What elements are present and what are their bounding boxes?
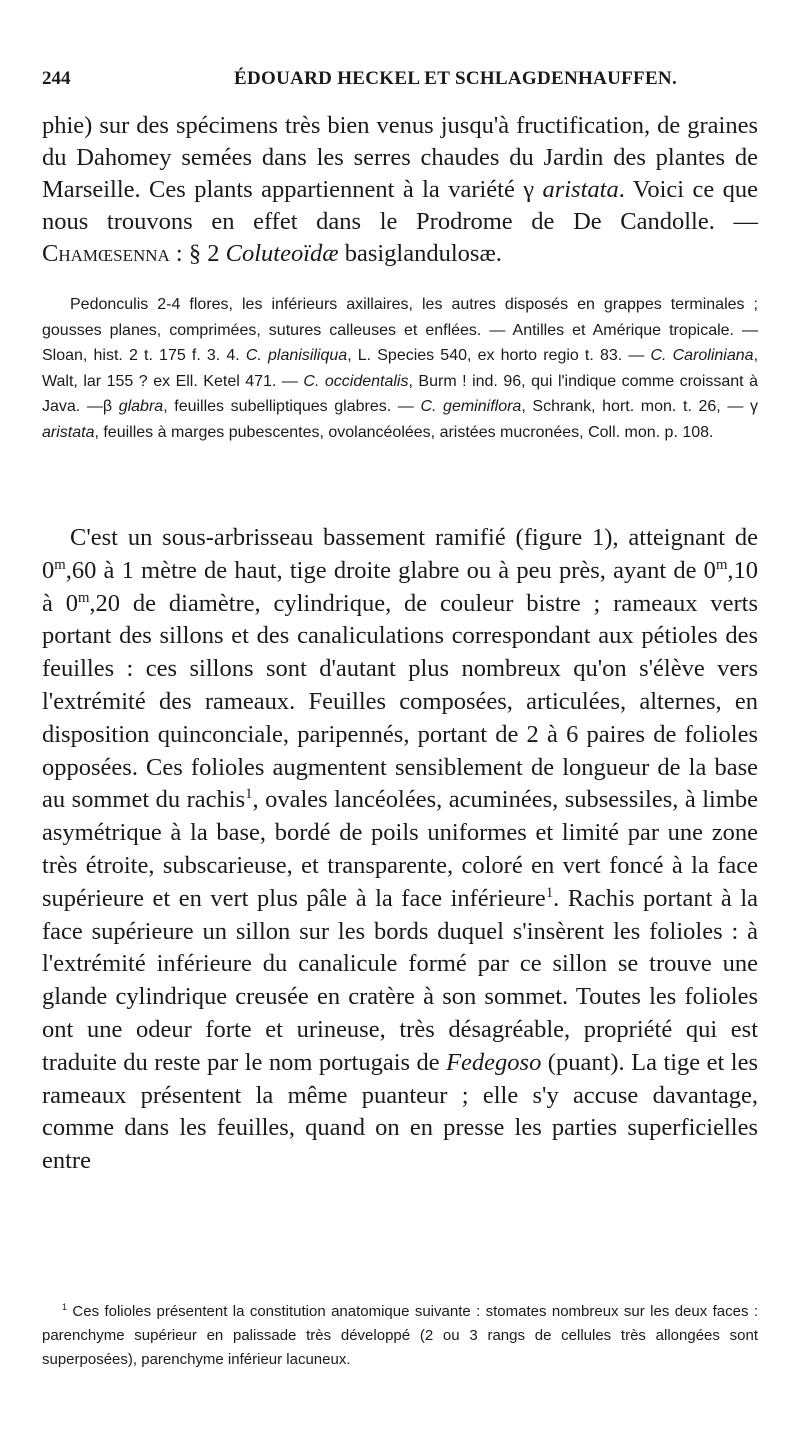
italic-run: C. occidentalis xyxy=(303,372,409,390)
page-header xyxy=(42,68,758,96)
paragraph-description xyxy=(42,522,758,1178)
text-run: , Schrank, hort. mon. t. 26, — γ xyxy=(521,398,759,415)
text-run: , feuilles subelliptiques glabres. — xyxy=(163,398,421,415)
text-run: C'est un sous-arbrisseau bassement ramifié (figure 1), atteignant de 0 xyxy=(42,524,758,584)
unit-superscript: m xyxy=(77,589,90,606)
italic-run: C. Caroliniana xyxy=(650,347,754,364)
italic-run: aristata xyxy=(42,423,95,441)
text-run: ,20 de diamètre, cylindrique, de couleur bistre ; rameaux verts portant des sillons et des canaliculations correspondant aux pétioles des feuilles : ces sillons sont d'autant plus nombreux qu'on s'élève vers l'extrémité des rameaux. Feuilles composées, articulées, alternes, en disposition quinconciale, paripennés, portant de 2 à 6 paires de folioles opposées. Ces folioles augmentent sensiblement de longueur de la base au sommet du rachis xyxy=(42,589,758,814)
footnote-text: Ces folioles présentent la constitution anatomique suivante : stomates nombreux sur les deux faces : parenchyme supérieur en palissade très développé (2 ou 3 rangs de cellules très allongées sont superposées), parenchyme inférieur lacuneux. xyxy=(42,1303,758,1368)
text-run: phie) sur des spécimens très bien venus jusqu'à fructification, de graines du Dahomey semées dans les serres chaudes du Jardin des plantes de Marseille. Ces plants appartiennent à la variété γ xyxy=(42,112,758,203)
text-run: , Walt, lar 155 ? ex Ell. Ketel 471. — xyxy=(42,347,759,390)
text-run: , L. Species 540, ex horto regio t. 83. — xyxy=(347,347,651,364)
italic-run: C. planisiliqua xyxy=(245,347,348,364)
footnote xyxy=(42,1300,758,1372)
text-run: , feuilles à marges pubescentes, ovolancéolées, aristées mucronées, Coll. mon. p. 108. xyxy=(94,423,714,441)
prodrome-citation xyxy=(42,292,758,445)
text-run: ,10 à 0 xyxy=(42,556,758,617)
unit-superscript: m xyxy=(54,556,66,573)
page-number: 244 xyxy=(42,68,71,89)
italic-run: aristata xyxy=(542,176,619,203)
running-title: ÉDOUARD HECKEL ET SCHLAGDENHAUFFEN. xyxy=(234,68,677,89)
text-run: . Voici ce que nous trouvons en effet dans le Prodrome de De Candolle. — xyxy=(42,176,758,235)
text-run: , Burm ! ind. 96, qui l'indique comme croissant à Java. —β xyxy=(42,372,759,415)
footnote-mark: 1 xyxy=(62,1302,68,1312)
text-run: , ovales lancéolées, acuminées, subsessiles, à limbe asymétrique à la base, bordé de poils uniformes et limité par une zone très étroite, subscarieuse, et transparente, coloré en vert foncé à la face supérieure et en vert plus pâle à la face inférieure xyxy=(42,786,758,912)
unit-superscript: m xyxy=(715,556,728,573)
smallcaps-run: Chamœsenna xyxy=(42,240,170,267)
italic-run: C. geminiflora xyxy=(420,398,522,415)
paragraph-intro xyxy=(42,110,758,270)
italic-run: glabra xyxy=(118,398,164,415)
text-run: Pedonculis 2-4 flores, les inférieurs axillaires, les autres disposés en grappes terminales ; gousses planes, comprimées, sutures calleuses et enflées. — Antilles et Amérique tropicale. — Sloan, hist. 2 t. 175 f. 3. 4. xyxy=(42,296,758,364)
italic-run: Coluteoïdæ xyxy=(225,240,339,267)
italic-run: Fedegoso xyxy=(446,1048,542,1076)
text-run: (puant). La tige et les rameaux présentent la même puanteur ; elle s'y accuse davantage, comme dans les feuilles, quand on en presse les parties superficielles entre xyxy=(42,1048,758,1175)
text-run: basiglandulosæ. xyxy=(338,240,502,267)
footnote-ref: 1 xyxy=(545,884,554,901)
text-run: : § 2 xyxy=(169,240,226,267)
footnote-ref: 1 xyxy=(245,786,253,803)
text-run: ,60 à 1 mètre de haut, tige droite glabre ou à peu près, ayant de 0 xyxy=(65,556,716,584)
text-run: . Rachis portant à la face supérieure un sillon sur les bords duquel s'insèrent les folioles : à l'extrémité inférieure du canalicule formé par ce sillon se trouve une glande cylindrique creusée en cratère à son sommet. Toutes les folioles ont une odeur forte et urineuse, très désagréable, propriété qui est traduite du reste par le nom portugais de xyxy=(42,884,758,1076)
